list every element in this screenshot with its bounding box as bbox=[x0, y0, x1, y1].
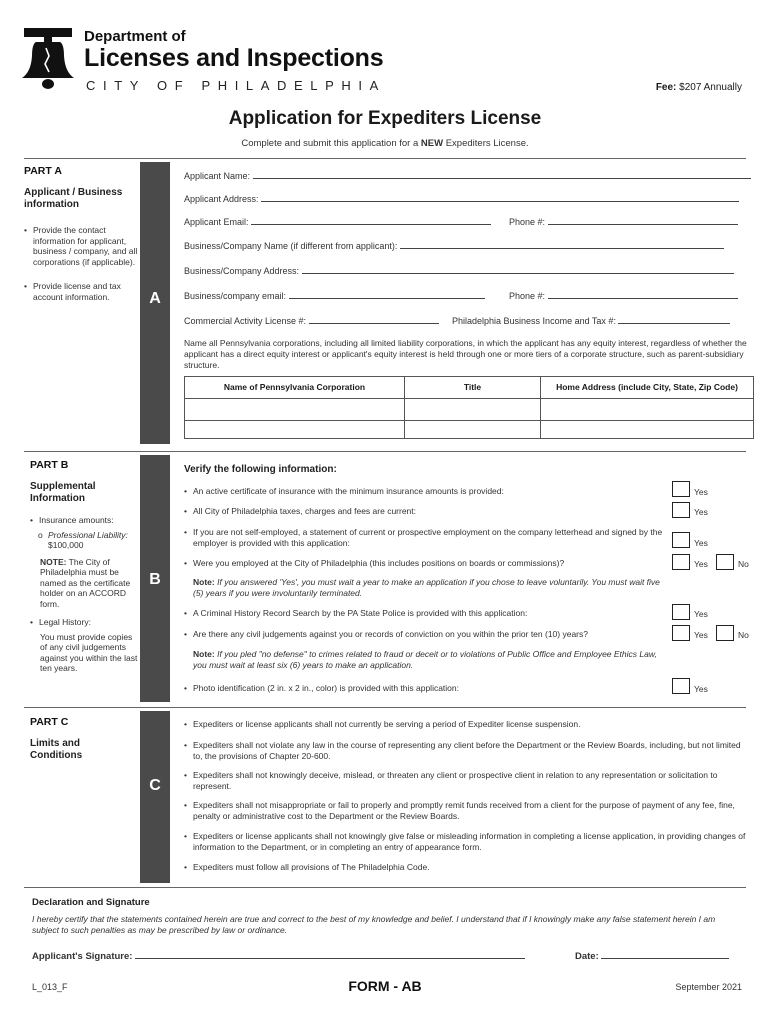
applicant-email-field[interactable]: Applicant Email: bbox=[184, 216, 491, 227]
part-a-title: PART A bbox=[24, 165, 62, 177]
checkbox-criminal-yes[interactable] bbox=[672, 604, 690, 620]
page-title: Application for Expediters License bbox=[228, 108, 542, 129]
col-home-address: Home Address (include City, State, Zip Code) bbox=[541, 377, 754, 399]
condition-item: • Expediters must follow all provisions of The Philadelphia Code. bbox=[193, 862, 749, 873]
fee-label: Fee: bbox=[655, 82, 677, 93]
form-date: September 2021 bbox=[675, 982, 742, 992]
yes-label: Yes bbox=[694, 559, 708, 569]
part-c-sidebar bbox=[24, 716, 140, 762]
insurance-item: o Professional Liability: $100,000 bbox=[38, 529, 128, 550]
condition-item: • Expediters shall not violate any law in the course of representing any client before the Department or the Review Boards, including, but not limited to, the provisions of Chapter 20-600. bbox=[193, 740, 749, 762]
checkbox-taxes-yes[interactable] bbox=[672, 502, 690, 518]
verify-item-5: • A Criminal History Record Search by the PA State Police is provided with this application: bbox=[193, 608, 663, 619]
part-a-heading: Applicant / Business information bbox=[24, 187, 123, 210]
divider bbox=[24, 707, 746, 708]
form-name: FORM - AB bbox=[348, 978, 422, 994]
divider bbox=[24, 158, 746, 159]
yes-label: Yes bbox=[694, 609, 708, 619]
yes-label: Yes bbox=[694, 507, 708, 517]
page-subtitle bbox=[0, 138, 770, 149]
business-name-field[interactable]: Business/Company Name (if different from applicant): bbox=[184, 240, 724, 251]
part-b-title: PART B bbox=[30, 459, 69, 471]
table-header-row bbox=[185, 377, 754, 399]
part-b-sidebar bbox=[24, 459, 140, 674]
cal-field[interactable]: Commercial Activity License #: bbox=[184, 315, 439, 326]
dept-line2: Licenses and Inspections bbox=[84, 44, 384, 72]
table-row[interactable] bbox=[185, 421, 754, 439]
date-field[interactable]: Date: bbox=[575, 950, 729, 962]
part-a-sidebar bbox=[24, 165, 140, 302]
insurance-note: NOTE: The City of Philadelphia must be named as the certificate holder on an ACCORD form. bbox=[40, 556, 131, 609]
declaration-text: I hereby certify that the statements contained herein are true and correct to the best of my knowledge and belief. I understand that if I knowingly make any false statement herein I am subject to such penalties as may be prescribed by law or ordinance. bbox=[32, 914, 716, 935]
declaration-heading: Declaration and Signature bbox=[32, 897, 150, 908]
checkbox-insurance-yes[interactable] bbox=[672, 481, 690, 497]
part-b-heading: Supplemental Information bbox=[30, 481, 96, 504]
condition-item: • Expediters or license applicants shall not currently be serving a period of Expediter license suspension. bbox=[193, 719, 749, 730]
part-a-letter: A bbox=[149, 290, 161, 307]
business-email-field[interactable]: Business/company email: bbox=[184, 290, 485, 301]
part-a-bullet2: • Provide license and tax account information. bbox=[24, 281, 121, 302]
subtitle-post: Expediters License. bbox=[445, 138, 529, 149]
no-label: No bbox=[738, 559, 749, 569]
condition-item: • Expediters shall not misappropriate or fail to properly and promptly remit funds received from a client for the purpose of payment of any fee, fine, penalty or administrative cost to the Department or the Review Boards. bbox=[193, 800, 749, 822]
verify-item-1: • An active certificate of insurance with the minimum insurance amounts is provided: bbox=[193, 486, 663, 497]
part-c-letter: C bbox=[149, 777, 161, 794]
part-a-bar bbox=[140, 162, 170, 444]
part-b-letter: B bbox=[149, 571, 161, 588]
checkbox-city-employed-yes[interactable] bbox=[672, 554, 690, 570]
no-label: No bbox=[738, 630, 749, 640]
corp-note: Name all Pennsylvania corporations, including all limited liability corporations, in which the applicant has any equity interest, regardless of whether the applicant has a direct equity interest or applicant's equity interest is held through one or more tiers of a corporate structure, such as parent-subsidiary structure. bbox=[184, 338, 747, 370]
table-row[interactable] bbox=[185, 399, 754, 421]
form-code: L_013_F bbox=[32, 982, 68, 992]
applicant-address-field[interactable]: Applicant Address: bbox=[184, 193, 739, 204]
applicant-name-field[interactable]: Applicant Name: bbox=[184, 170, 751, 181]
subtitle-bold: NEW bbox=[420, 138, 444, 149]
subtitle-pre: Complete and submit this application for a bbox=[241, 138, 419, 149]
yes-label: Yes bbox=[694, 487, 708, 497]
checkbox-city-employed-no[interactable] bbox=[716, 554, 734, 570]
part-c-title: PART C bbox=[30, 716, 69, 728]
verify-heading: Verify the following information: bbox=[184, 464, 337, 475]
signature-field[interactable]: Applicant's Signature: bbox=[32, 950, 525, 962]
col-corp-name: Name of Pennsylvania Corporation bbox=[185, 377, 405, 399]
part-c-heading: Limits and Conditions bbox=[30, 738, 83, 761]
divider bbox=[24, 887, 746, 888]
insurance-label: • Insurance amounts: bbox=[30, 515, 114, 525]
condition-item: • Expediters shall not knowingly deceive, mislead, or threaten any client or prospective client in relation to any representation or solicitation to represent. bbox=[193, 770, 749, 792]
checkbox-judgements-no[interactable] bbox=[716, 625, 734, 641]
dept-city: CITY OF PHILADELPHIA bbox=[86, 78, 386, 93]
note-judgements: Note: If you pled "no defense" to crimes related to fraud or deceit or to violations of Public Office and Employee Ethics Law, you must wait at least six (6) years to make an application. bbox=[193, 649, 657, 670]
liberty-bell-logo-icon bbox=[18, 26, 78, 92]
verify-item-6: • Are there any civil judgements against you or records of conviction on you within the prior ten (10) years? bbox=[193, 629, 663, 640]
part-b-bar bbox=[140, 455, 170, 702]
verify-item-4: • Were you employed at the City of Philadelphia (this includes positions on boards or commissions)? bbox=[193, 558, 663, 569]
phone-field[interactable]: Phone #: bbox=[509, 216, 738, 227]
yes-label: Yes bbox=[694, 538, 708, 548]
yes-label: Yes bbox=[694, 684, 708, 694]
fee bbox=[656, 82, 742, 93]
part-c-bar bbox=[140, 711, 170, 883]
corporation-table bbox=[184, 376, 754, 439]
phone2-field[interactable]: Phone #: bbox=[509, 290, 738, 301]
legal-label: • Legal History: bbox=[30, 617, 91, 627]
part-a-bullet1: • Provide the contact information for applicant, business / company, and all corporations (if applicable). bbox=[24, 225, 138, 267]
divider bbox=[24, 451, 746, 452]
bit-field[interactable]: Philadelphia Business Income and Tax #: bbox=[452, 315, 730, 326]
checkbox-photo-yes[interactable] bbox=[672, 678, 690, 694]
verify-item-3: • If you are not self-employed, a statement of current or prospective employment on the company letterhead and signed by the employer is provided with this application: bbox=[193, 527, 663, 549]
checkbox-judgements-yes[interactable] bbox=[672, 625, 690, 641]
business-address-field[interactable]: Business/Company Address: bbox=[184, 265, 734, 276]
condition-item: • Expediters or license applicants shall not knowingly give false or misleading information in completing a license application, in providing changes of information to the Department, or in completing an entry of appearance form. bbox=[193, 831, 749, 853]
dept-line1: Department of bbox=[84, 28, 186, 45]
verify-item-7: • Photo identification (2 in. x 2 in., color) is provided with this application: bbox=[193, 683, 663, 694]
legal-text: You must provide copies of any civil judgements against you within the last ten years. bbox=[40, 631, 138, 673]
fee-value: $207 Annually bbox=[679, 82, 742, 93]
note-employment: Note: If you answered 'Yes', you must wait a year to make an application if you chose to leave voluntarily. You must wait five (5) years if you were involuntarily terminated. bbox=[193, 577, 660, 598]
verify-item-2: • All City of Philadelphia taxes, charges and fees are current: bbox=[193, 506, 663, 517]
yes-label: Yes bbox=[694, 630, 708, 640]
checkbox-employment-yes[interactable] bbox=[672, 532, 690, 548]
col-title: Title bbox=[405, 377, 541, 399]
